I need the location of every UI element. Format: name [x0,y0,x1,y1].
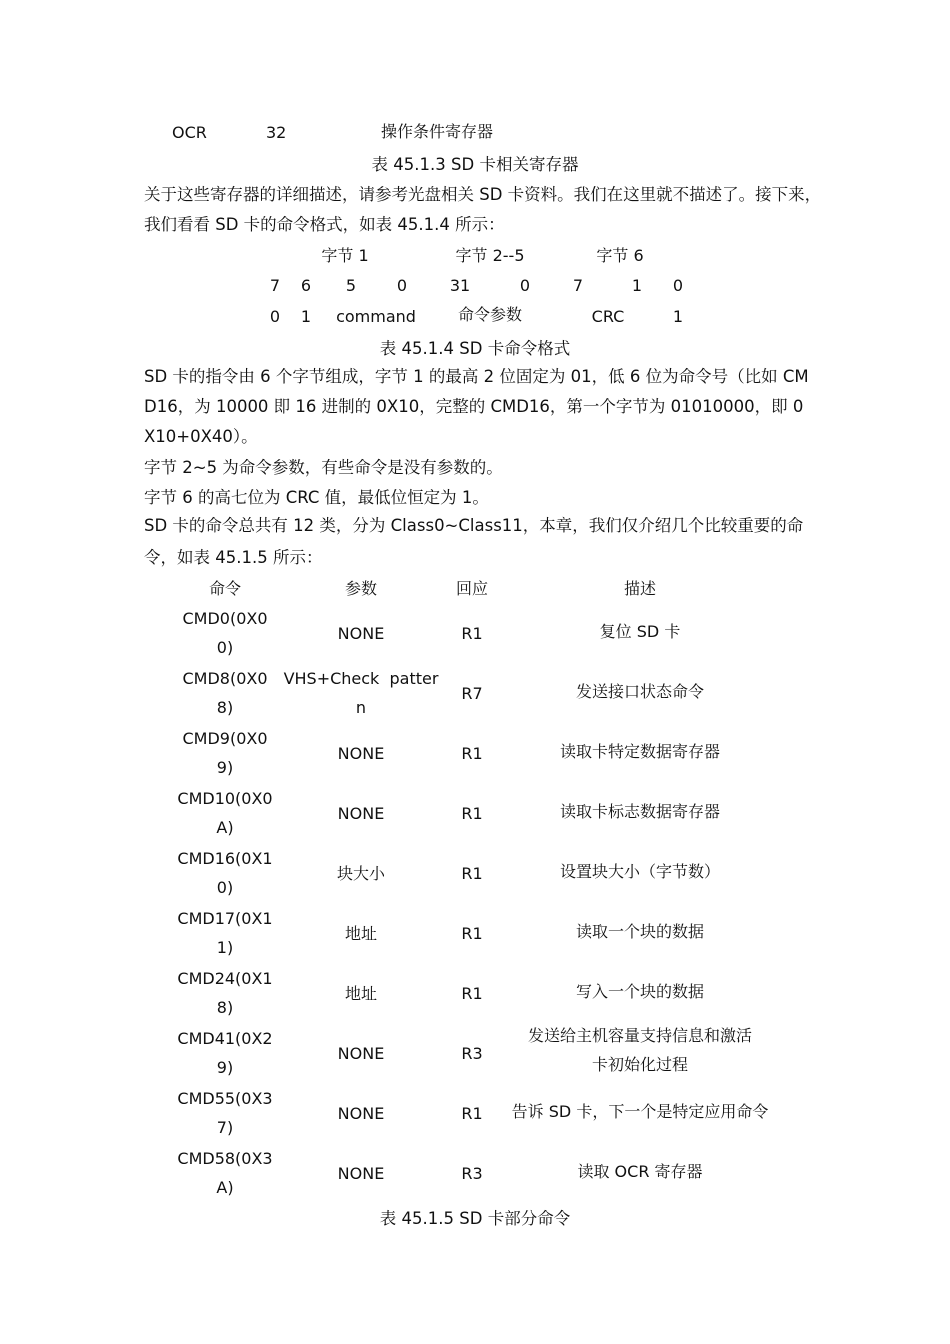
format-bit: 5 [345,276,357,295]
cmd-cell-param: NONE [337,743,385,763]
cmd-cell-desc: 告诉 SD 卡，下一个是特定应用命令 [511,1101,769,1121]
format-bit: 7 [269,276,281,295]
intro-line-2: 我们看看 SD 卡的命令格式，如表 45.1.4 所示： [144,215,505,234]
format-header-byte6: 字节 6 [596,246,644,265]
cmd-cell-command: CMD17(0X1 1) [177,909,273,957]
format-bit: 1 [631,276,643,295]
cmd-cell-param: NONE [337,1103,385,1123]
format-bit: 0 [519,276,531,295]
cmd-cell-response: R1 [461,1103,483,1123]
cmd-cell-desc: 发送给主机容量支持信息和激活 卡初始化过程 [527,1026,752,1074]
cmd-cell-command: CMD55(0X3 7) [177,1089,273,1137]
cmd-cell-response: R3 [461,1163,483,1183]
format-value: 1 [300,307,312,326]
caption-table-45-1-5: 表 45.1.5 SD 卡部分命令 [379,1209,571,1228]
cmd-cell-command: CMD41(0X2 9) [177,1029,273,1077]
cmd-cell-desc: 发送接口状态命令 [575,681,704,701]
body-line-6: SD 卡的命令总共有 12 类，分为 Class0~Class11，本章，我们仅介绍几个比较重要的命 [144,516,804,535]
cmd-header-desc: 描述 [623,579,656,598]
format-bit: 0 [672,276,684,295]
cmd-cell-desc: 设置块大小（字节数） [559,861,720,881]
cmd-cell-param: 块大小 [336,863,385,883]
format-header-byte2-5: 字节 2--5 [455,246,525,265]
intro-line-1: 关于这些寄存器的详细描述，请参考光盘相关 SD 卡资料。我们在这里就不描述了。接下来， [144,185,822,204]
format-bit: 7 [572,276,584,295]
cmd-cell-desc: 读取卡标志数据寄存器 [559,801,720,821]
cmd-cell-desc: 读取 OCR 寄存器 [577,1161,703,1181]
cmd-cell-command: CMD16(0X1 0) [177,849,273,897]
body-line-1: SD 卡的指令由 6 个字节组成，字节 1 的最高 2 位固定为 01，低 6 位为命令号（比如 CM [144,367,809,386]
cmd-cell-param: VHS+Check patter n [283,669,439,717]
cmd-cell-param: NONE [337,803,385,823]
cmd-cell-param: NONE [337,623,385,643]
format-value-crc: CRC [591,307,625,326]
cmd-cell-param: NONE [337,1043,385,1063]
cmd-cell-response: R7 [461,683,483,703]
cmd-header-response: 回应 [455,579,488,598]
body-line-7: 令，如表 45.1.5 所示： [144,548,323,567]
format-bit: 31 [449,276,471,295]
cmd-cell-command: CMD9(0X0 9) [182,729,268,777]
ocr-name: OCR [172,123,207,142]
cmd-cell-command: CMD58(0X3 A) [177,1149,273,1197]
caption-table-45-1-3: 表 45.1.3 SD 卡相关寄存器 [371,155,579,174]
cmd-header-command: 命令 [208,579,241,598]
format-value: 1 [672,307,684,326]
format-header-byte1: 字节 1 [321,246,369,265]
format-value-command: command [336,307,416,326]
cmd-cell-response: R1 [461,923,483,943]
cmd-cell-param: 地址 [344,923,377,943]
cmd-cell-response: R1 [461,803,483,823]
cmd-header-param: 参数 [344,579,377,598]
cmd-cell-response: R1 [461,623,483,643]
cmd-cell-response: R1 [461,863,483,883]
cmd-cell-command: CMD8(0X0 8) [182,669,268,717]
body-line-4: 字节 2~5 为命令参数，有些命令是没有参数的。 [144,458,503,477]
cmd-cell-response: R3 [461,1043,483,1063]
cmd-cell-desc: 写入一个块的数据 [575,981,704,1001]
cmd-cell-command: CMD0(0X0 0) [182,609,268,657]
cmd-cell-param: NONE [337,1163,385,1183]
format-value: 0 [269,307,281,326]
caption-table-45-1-4: 表 45.1.4 SD 卡命令格式 [379,339,571,358]
ocr-bits: 32 [266,123,287,142]
cmd-cell-command: CMD24(0X1 8) [177,969,273,1017]
body-line-3: X10+0X40）。 [144,427,258,446]
cmd-cell-response: R1 [461,743,483,763]
format-value-args: 命令参数 [457,305,522,324]
cmd-cell-response: R1 [461,983,483,1003]
cmd-cell-desc: 读取一个块的数据 [575,921,704,941]
cmd-cell-command: CMD10(0X0 A) [177,789,273,837]
body-line-2: D16，为 10000 即 16 进制的 0X10，完整的 CMD16，第一个字节为 01010000，即 0 [144,397,804,416]
format-bit: 0 [396,276,408,295]
cmd-cell-param: 地址 [344,983,377,1003]
ocr-desc: 操作条件寄存器 [381,122,494,141]
body-line-5: 字节 6 的高七位为 CRC 值，最低位恒定为 1。 [144,488,489,507]
format-bit: 6 [300,276,312,295]
cmd-cell-desc: 读取卡特定数据寄存器 [559,741,720,761]
cmd-cell-desc: 复位 SD 卡 [599,621,681,641]
